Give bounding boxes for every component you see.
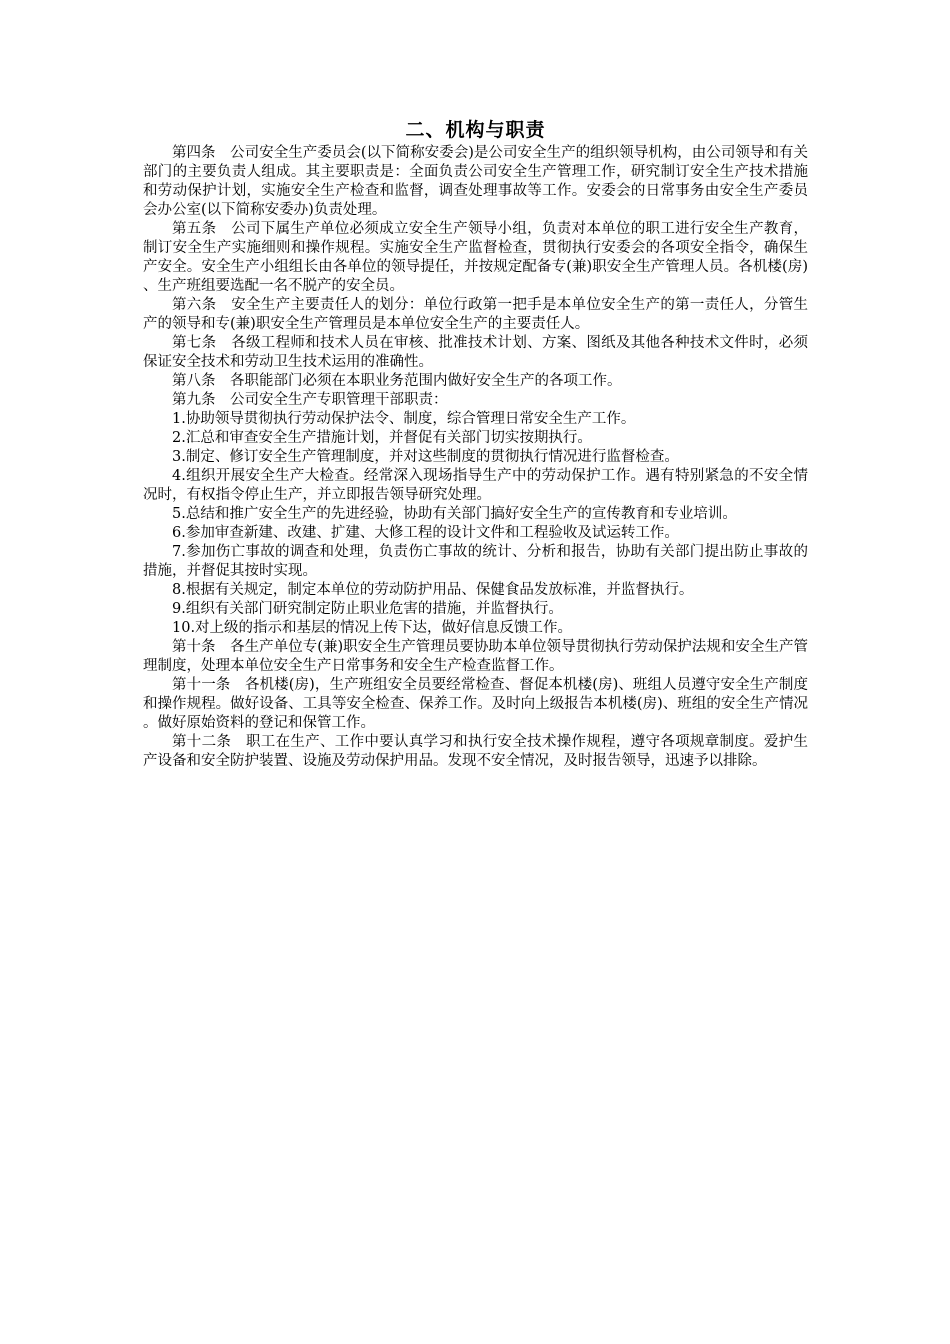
- duty-item-4: 4.组织开展安全生产大检查。经常深入现场指导生产中的劳动保护工作。遇有特别紧急的不安全情况时，有权指令停止生产，并立即报告领导研究处理。: [143, 468, 808, 503]
- article-9: 第九条 公司安全生产专职管理干部职责：: [172, 392, 448, 408]
- document-page: [143, 118, 808, 771]
- article-4: 第四条 公司安全生产委员会(以下简称安委会)是公司安全生产的组织领导机构，由公司领导和有关部门的主要负责人组成。其主要职责是：全面负责公司安全生产管理工作，研究制订安全生产技术措施和劳动保护计划，实施安全生产检查和监督，调查处理事故等工作。安委会的日常事务由安全生产委员会办公室(以下简称安委办)负责处理。: [143, 145, 808, 218]
- article-5: 第五条 公司下属生产单位必须成立安全生产领导小组，负责对本单位的职工进行安全生产教育，制订安全生产实施细则和操作规程。实施安全生产监督检查，贯彻执行安委会的各项安全指令，确保生产安全。安全生产小组组长由各单位的领导提任，并按规定配备专(兼)职安全生产管理人员。各机楼(房)、生产班组要选配一名不脱产的安全员。: [143, 221, 808, 294]
- article-7: 第七条 各级工程师和技术人员在审核、批准技术计划、方案、图纸及其他各种技术文件时，必须保证安全技术和劳动卫生技术运用的准确性。: [143, 335, 808, 370]
- duty-item-10: 10.对上级的指示和基层的情况上传下达，做好信息反馈工作。: [172, 620, 573, 636]
- duty-item-7: 7.参加伤亡事故的调查和处理，负责伤亡事故的统计、分析和报告，协助有关部门提出防止事故的措施，并督促其按时实现。: [143, 544, 808, 579]
- duty-item-9: 9.组织有关部门研究制定防止职业危害的措施，并监督执行。: [172, 601, 563, 617]
- article-8: 第八条 各职能部门必须在本职业务范围内做好安全生产的各项工作。: [172, 373, 622, 389]
- duty-item-1: 1.协助领导贯彻执行劳动保护法令、制度，综合管理日常安全生产工作。: [172, 411, 636, 427]
- article-6: 第六条 安全生产主要责任人的划分：单位行政第一把手是本单位安全生产的第一责任人，分管生产的领导和专(兼)职安全生产管理员是本单位安全生产的主要责任人。: [143, 297, 808, 332]
- article-10: 第十条 各生产单位专(兼)职安全生产管理员要协助本单位领导贯彻执行劳动保护法规和安全生产管理制度，处理本单位安全生产日常事务和安全生产检查监督工作。: [143, 639, 808, 674]
- article-12: 第十二条 职工在生产、工作中要认真学习和执行安全技术操作规程，遵守各项规章制度。爱护生产设备和安全防护装置、设施及劳动保护用品。发现不安全情况，及时报告领导，迅速予以排除。: [143, 734, 808, 769]
- duty-item-5: 5.总结和推广安全生产的先进经验，协助有关部门搞好安全生产的宣传教育和专业培训。: [172, 506, 737, 522]
- duty-item-3: 3.制定、修订安全生产管理制度，并对这些制度的贯彻执行情况进行监督检查。: [172, 449, 679, 465]
- section-title: 二、机构与职责: [405, 119, 546, 141]
- duty-item-2: 2.汇总和审查安全生产措施计划，并督促有关部门切实按期执行。: [172, 430, 592, 446]
- article-11: 第十一条 各机楼(房)，生产班组安全员要经常检查、督促本机楼(房)、班组人员遵守安全生产制度和操作规程。做好设备、工具等安全检查、保养工作。及时向上级报告本机楼(房)、班组的安全生产情况。做好原始资料的登记和保管工作。: [143, 677, 808, 731]
- duty-item-8: 8.根据有关规定，制定本单位的劳动防护用品、保健食品发放标准，并监督执行。: [172, 582, 694, 598]
- duty-item-6: 6.参加审查新建、改建、扩建、大修工程的设计文件和工程验收及试运转工作。: [172, 525, 679, 541]
